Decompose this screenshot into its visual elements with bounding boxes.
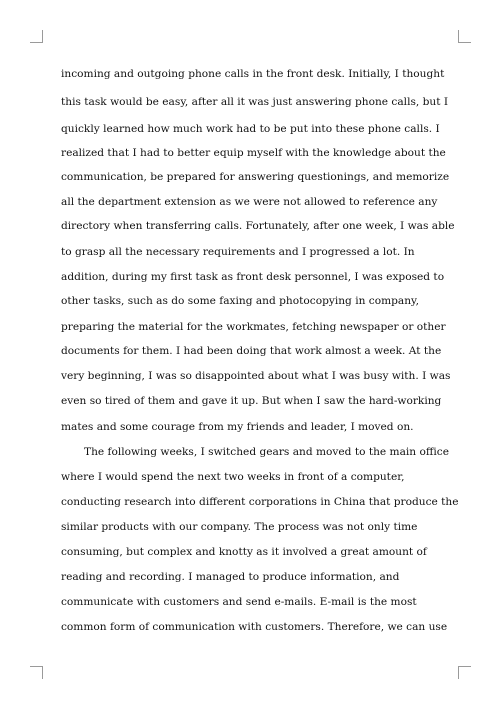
text-line: quickly learned how much work had to be put into these phone calls. I <box>61 123 440 135</box>
text-line: to grasp all the necessary requirements and I progressed a lot. In <box>61 246 415 258</box>
crop-mark-bottom-right <box>458 666 471 679</box>
text-line: all the department extension as we were not allowed to reference any <box>61 196 438 208</box>
crop-mark-bottom-left <box>30 666 43 679</box>
text-line: common form of communication with customers. Therefore, we can use <box>61 621 448 633</box>
text-line: consuming, but complex and knotty as it involved a great amount of <box>61 546 427 558</box>
text-line: communicate with customers and send e-mails. E-mail is the most <box>61 596 417 608</box>
text-line: other tasks, such as do some faxing and photocopying in company, <box>61 295 419 307</box>
text-line: even so tired of them and gave it up. But when I saw the hard-working <box>61 395 442 407</box>
text-line: communication, be prepared for answering questionings, and memorize <box>61 171 450 183</box>
text-line: documents for them. I had been doing that work almost a week. At the <box>61 345 442 357</box>
text-line: conducting research into different corporations in China that produce the <box>61 496 459 508</box>
text-line: mates and some courage from my friends and leader, I moved on. <box>61 421 414 433</box>
text-line: very beginning, I was so disappointed about what I was busy with. I was <box>61 370 451 382</box>
text-line: incoming and outgoing phone calls in the front desk. Initially, I thought <box>61 68 445 80</box>
crop-mark-top-left <box>30 30 43 43</box>
text-line: realized that I had to better equip myself with the knowledge about the <box>61 147 446 159</box>
paragraph-first-line: The following weeks, I switched gears and moved to the main office <box>84 446 449 458</box>
text-line: reading and recording. I managed to produce information, and <box>61 571 400 583</box>
crop-mark-top-right <box>458 30 471 43</box>
text-line: addition, during my first task as front desk personnel, I was exposed to <box>61 271 445 283</box>
text-line: directory when transferring calls. Fortunately, after one week, I was able <box>61 220 455 232</box>
text-line: where I would spend the next two weeks in front of a computer, <box>61 471 405 483</box>
text-line: preparing the material for the workmates, fetching newspaper or other <box>61 321 446 333</box>
text-line: similar products with our company. The process was not only time <box>61 521 418 533</box>
text-line: this task would be easy, after all it was just answering phone calls, but I <box>61 96 449 108</box>
